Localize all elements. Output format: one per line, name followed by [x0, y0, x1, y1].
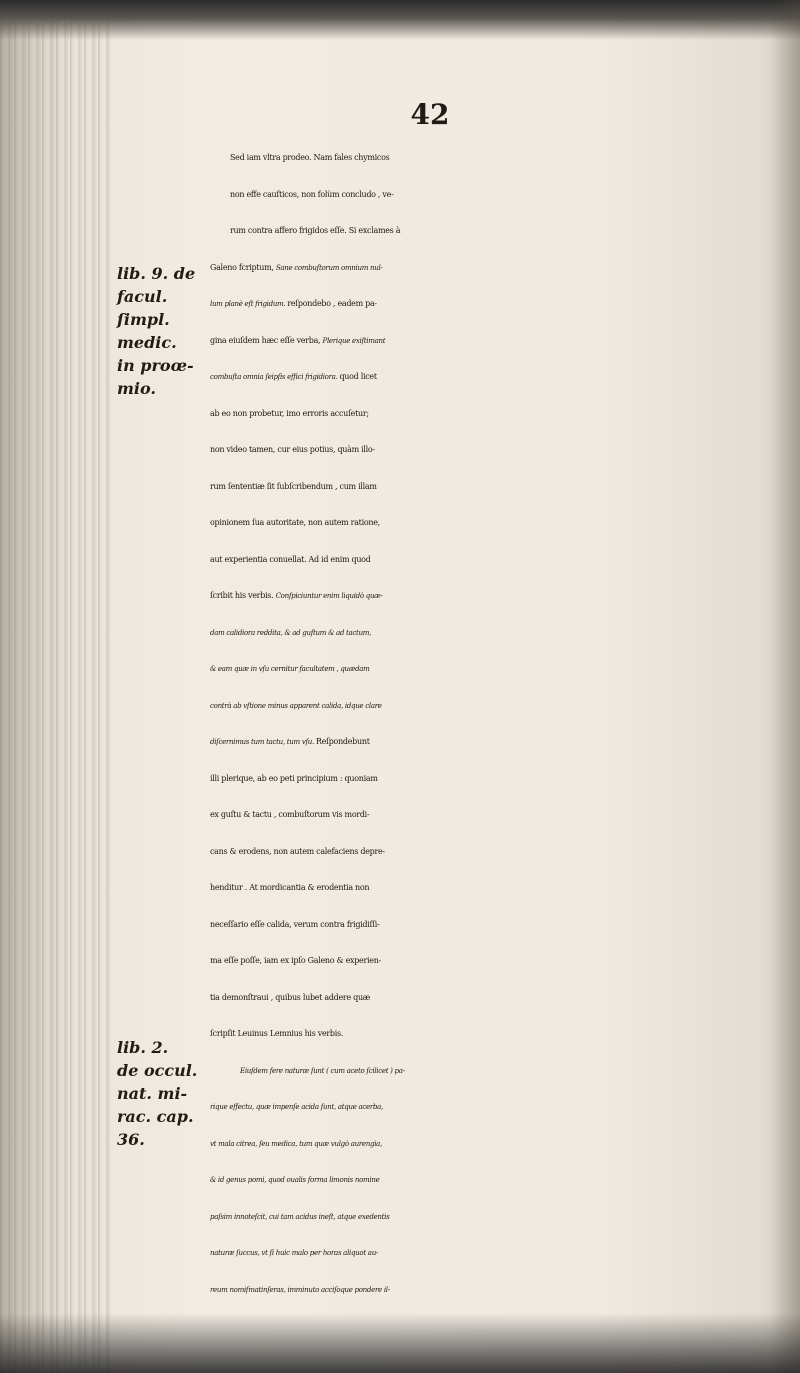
text-line	[210, 432, 800, 469]
margin-note-line: mio.	[117, 379, 156, 398]
text-line	[210, 761, 800, 798]
roman-text-segment: gina eiuſdem hæc eſſe verba,	[210, 335, 323, 345]
margin-note-line: 36.	[117, 1130, 145, 1149]
bottom-edge-shadow	[0, 1313, 800, 1373]
roman-text-segment: neceſſario eſſe calida, verum contra frigidiſſi-	[210, 919, 380, 929]
text-line	[210, 688, 800, 725]
text-line	[210, 797, 800, 834]
roman-text-segment: aut experientia conuellat. Ad id enim quod	[210, 554, 371, 564]
text-line	[210, 286, 800, 323]
italic-quote-segment: lum planè eſt frigidum.	[210, 299, 288, 308]
italic-quote-segment: Eiuſdem fere naturæ ſunt ( cum aceto ſcilicet ) pa-	[240, 1065, 405, 1075]
italic-quote-segment: paſsim innoteſcit, cui tam acidus ineſt, atque exedentis	[210, 1211, 390, 1221]
italic-quote-segment: combuſta omnia ſeipſis effici frigidiora.	[210, 372, 340, 381]
roman-text-segment: non video tamen, cur eius potius, quàm illo-	[210, 445, 375, 454]
text-line	[210, 615, 800, 652]
body-text	[210, 140, 800, 1308]
roman-text-segment: illi plerique, ab eo peti principium : quoniam	[210, 773, 378, 783]
roman-text-segment: ſcribit his verbis.	[210, 591, 276, 600]
text-line	[210, 177, 800, 214]
text-line	[210, 505, 800, 542]
roman-text-segment: ſcripſit Leuinus Lemnius his verbis.	[210, 1029, 344, 1038]
roman-text-segment: reſpondebo , eadem pa-	[287, 299, 377, 308]
margin-note-line: lib. 2.	[117, 1038, 169, 1057]
italic-quote-segment: contrà ab vſtione minus apparent calida, idque clare	[210, 700, 382, 710]
italic-quote-segment: vt mala citrea, ſeu medica, tum quæ vulgò aurengia,	[210, 1138, 382, 1148]
roman-text-segment: Galeno fcriptum,	[210, 262, 276, 272]
text-line	[210, 1053, 800, 1090]
text-line	[210, 1126, 800, 1163]
italic-quote-segment: Sane combuſtorum omnium nul-	[275, 262, 383, 272]
roman-text-segment: henditur . At mordicantia & erodentia non	[210, 883, 370, 892]
margin-note-line: lib. 9. de	[117, 264, 196, 283]
text-line	[210, 396, 800, 433]
text-line	[210, 140, 800, 177]
text-line	[210, 980, 800, 1017]
roman-text-segment: tia demonſtraui , quibus lubet addere quæ	[210, 992, 371, 1002]
italic-quote-segment: rique effectu, quæ impenſe acida ſunt, atque acerba,	[210, 1102, 383, 1111]
text-line	[210, 542, 800, 579]
italic-quote-segment: reum nomiſmatinſeras, imminuto acciſoque pondere il-	[210, 1284, 390, 1294]
italic-quote-segment: & eam quæ in vſu cernitur facultatem , quædam	[210, 664, 370, 673]
margin-note-line: de occul.	[117, 1061, 198, 1080]
text-line	[210, 578, 800, 615]
page-number: 42	[410, 98, 450, 131]
italic-quote-segment: Conſpiciuntur enim liquidò quæ-	[275, 591, 383, 600]
text-line	[210, 834, 800, 871]
text-line	[210, 907, 800, 944]
roman-text-segment: ab eo non probetur, imo erroris accuſetur;	[210, 408, 369, 418]
italic-quote-segment: & id genus pomi, quod oualis forma limonis nomine	[210, 1175, 380, 1184]
text-line	[210, 469, 800, 506]
margin-note-line: nat. mi-	[117, 1084, 188, 1103]
text-line	[210, 323, 800, 360]
margin-note	[117, 262, 212, 400]
text-line	[210, 724, 800, 761]
roman-text-segment: cans & erodens, non autem calefaciens depre-	[210, 846, 385, 856]
text-line	[210, 943, 800, 980]
margin-note	[117, 1036, 212, 1151]
text-line	[210, 213, 800, 250]
text-line	[210, 250, 800, 287]
text-line	[210, 651, 800, 688]
page-gutter-shadow	[0, 0, 110, 1373]
roman-text-segment: non effe cauſticos, non folùm concludo , ve-	[230, 189, 394, 199]
text-line	[210, 1162, 800, 1199]
text-line	[210, 870, 800, 907]
italic-quote-segment: Plerique exiſtimant	[322, 335, 386, 345]
text-line	[210, 1016, 800, 1053]
roman-text-segment: rum contra affero frigidos eſſe. Si exclames à	[230, 226, 401, 235]
roman-text-segment: rum ſententiæ ſit ſubſcribendum , cum illam	[210, 481, 377, 491]
italic-quote-segment: naturæ ſuccus, vt ſi huic malo per horas aliquot au-	[210, 1248, 378, 1257]
text-line	[210, 1199, 800, 1236]
roman-text-segment: ma eſſe poſſe, iam ex ipſo Galeno & experien-	[210, 956, 381, 965]
margin-note-line: rac. cap.	[117, 1107, 194, 1126]
roman-text-segment: Reſpondebunt	[315, 737, 370, 746]
roman-text-segment: Sed iam vltra prodeo. Nam fales chymicos	[230, 153, 390, 162]
italic-quote-segment: dam calidiora reddita, & ad guſtum & ad tactum,	[210, 627, 372, 637]
text-line	[210, 1089, 800, 1126]
text-line	[210, 1235, 800, 1272]
roman-text-segment: quod licet	[339, 372, 377, 381]
text-line	[210, 359, 800, 396]
roman-text-segment: opinionem ſua autoritate, non autem ratione,	[210, 518, 380, 527]
margin-note-line: ſimpl.	[117, 310, 170, 329]
top-edge-shadow	[0, 0, 800, 40]
margin-note-line: in proœ-	[117, 356, 194, 375]
roman-text-segment: ex guſtu & tactu , combuſtorum vis mordi-	[210, 810, 370, 819]
text-line	[210, 1272, 800, 1309]
margin-note-line: medic.	[117, 333, 177, 352]
italic-quote-segment: diſcernimus tum tactu, tum vſu.	[210, 737, 316, 746]
margin-note-line: facul.	[117, 287, 168, 306]
